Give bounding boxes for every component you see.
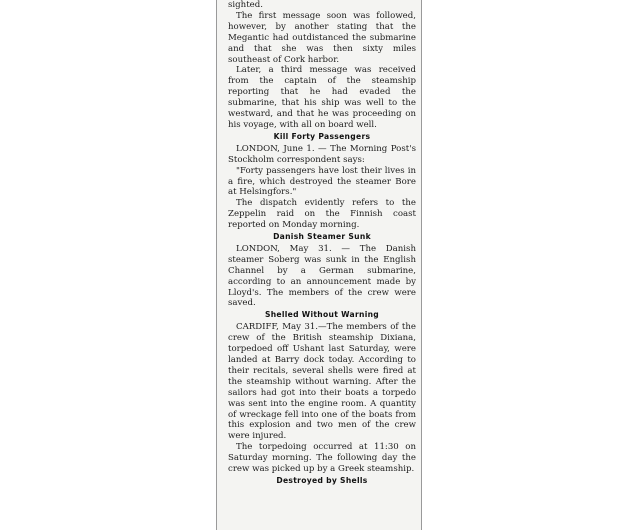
story-shelled-without-warning <box>228 310 416 475</box>
opening-story <box>228 0 416 131</box>
newspaper-column <box>216 0 422 530</box>
story-heading: Destroyed by Shells <box>276 475 368 485</box>
opening-paragraph: sighted. <box>228 0 263 10</box>
story-paragraph: CARDIFF, May 31.—The members of the crew of the British steamship Dixiana, torpedoed off Ushant last Saturday, were landed at Barry dock today. According to their recitals, several shells were fired at the steamship without warning. After the sailors had got into their boats a torpedo was sent into the engine room. A quantity of wreckage fell into one of the boats from this explosion and two men of the crew were injured. <box>228 322 416 442</box>
story-paragraph: LONDON, June 1. — The Morning Post's Stockholm correspondent says: <box>228 143 416 165</box>
story-kill-forty-passengers <box>228 132 416 231</box>
story-paragraph: The dispatch evidently refers to the Zeppelin raid on the Finnish coast reported on Monday morning. <box>228 198 416 231</box>
story-heading: Shelled Without Warning <box>264 310 380 320</box>
story-heading: Danish Steamer Sunk <box>273 232 371 242</box>
story-danish-steamer-sunk <box>228 232 416 309</box>
story-paragraph: The torpedoing occurred at 11:30 on Saturday morning. The following day the crew was picked up by a Greek steamship. <box>228 442 416 475</box>
opening-paragraph: Later, a third message was received from the captain of the steamship reporting that he had evaded the submarine, that his ship was well to the westward, and that he was proceeding on his voyage, with all on board well. <box>228 65 416 130</box>
story-paragraph: LONDON, May 31. — The Danish steamer Soberg was sunk in the English Channel by a German submarine, according to an announcement made by Lloyd's. The members of the crew were saved. <box>228 243 416 309</box>
opening-paragraph: The first message soon was followed, however, by another stating that the Megantic had outdistanced the submarine and that she was then sixty miles southeast of Cork harbor. <box>228 10 416 65</box>
story-paragraph: "Forty passengers have lost their lives in a fire, which destroyed the steamer Bore at Helsingfors." <box>228 165 416 198</box>
story-destroyed-by-shells <box>228 476 416 487</box>
story-heading: Kill Forty Passengers <box>273 131 371 141</box>
